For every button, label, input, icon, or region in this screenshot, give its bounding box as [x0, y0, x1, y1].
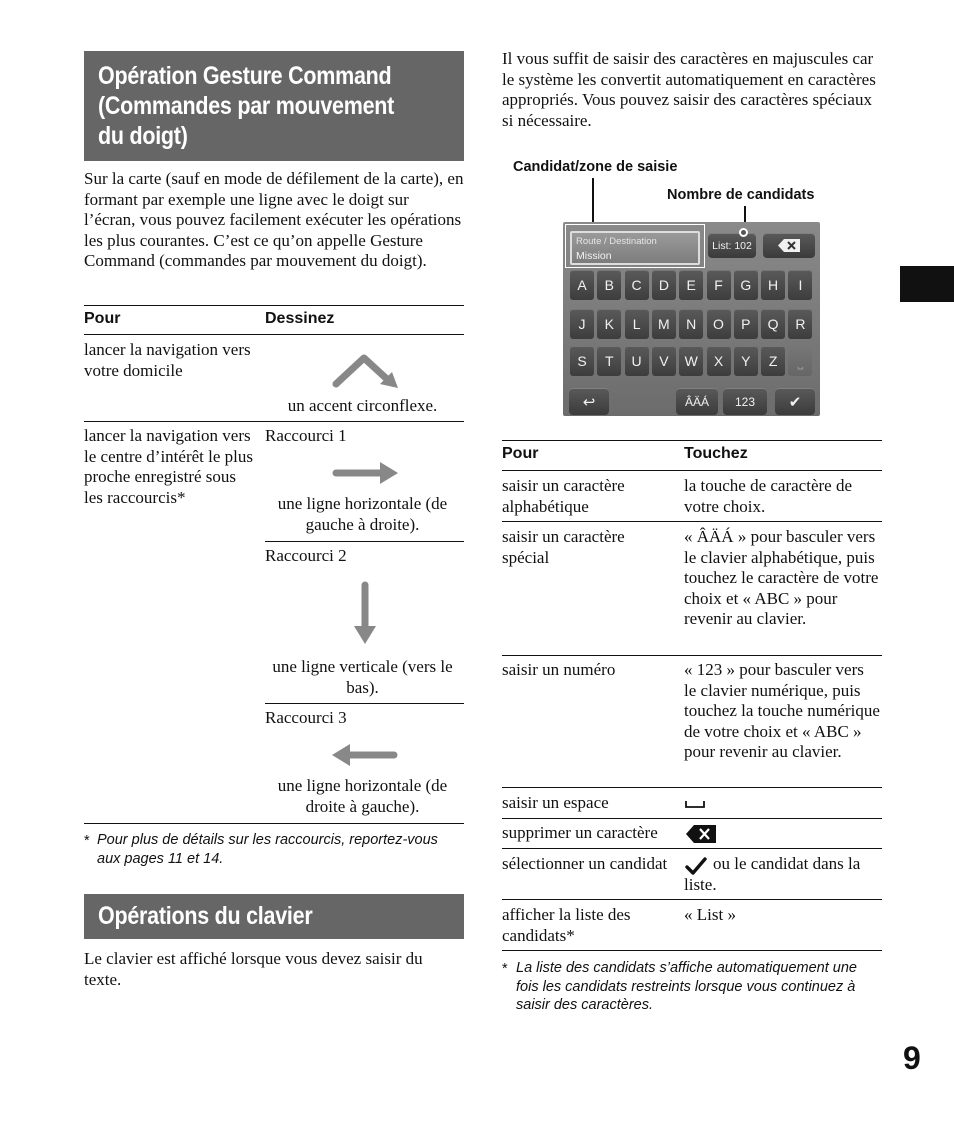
- keys-table-bottom-rule: [502, 950, 882, 951]
- r3-touch: « 123 » pour basculer vers le clavier numérique, puis touchez la touche numérique de votre choix et « ABC » pour revenir au clavier.: [684, 660, 880, 761]
- field-line-2: Mission: [576, 250, 612, 262]
- row-shortcut-pour: lancer la navigation vers le centre d’intérêt le plus proche enregistré sous les raccourcis*: [84, 426, 253, 507]
- key-s[interactable]: S: [570, 346, 594, 376]
- caret-gesture-icon: [330, 350, 402, 392]
- key-w[interactable]: W: [679, 346, 703, 376]
- key-x[interactable]: X: [707, 346, 731, 376]
- row-home-pour: lancer la navigation vers votre domicile: [84, 340, 251, 380]
- row-rule-1: [84, 421, 464, 422]
- row-home-caption: un accent circonflexe.: [287, 396, 438, 415]
- keys-rule-5: [502, 848, 882, 849]
- arrow-left-gesture-icon: [328, 740, 400, 770]
- key-h[interactable]: H: [761, 270, 785, 300]
- key-g[interactable]: G: [734, 270, 758, 300]
- shortcut3-label: Raccourci 3: [265, 708, 347, 727]
- key-e[interactable]: E: [679, 270, 703, 300]
- key-z[interactable]: Z: [761, 346, 785, 376]
- key-m[interactable]: M: [652, 309, 676, 339]
- right-intro: Il vous suffit de saisir des caractères en majuscules car le système les convertit automatiquement en caractères appropriés. Vous pouvez saisir des caractères spéciaux si nécessaire.: [502, 49, 876, 130]
- candidate-count-dot: [739, 228, 748, 237]
- r7-pour: afficher la liste des candidats*: [502, 905, 631, 945]
- col-header-pour: Pour: [84, 310, 121, 327]
- shortcut1-label: Raccourci 1: [265, 426, 347, 445]
- r6-touch-text: ou le candidat dans la liste.: [684, 854, 861, 894]
- table-bottom-rule: [84, 823, 464, 824]
- key-d[interactable]: D: [652, 270, 676, 300]
- list-button[interactable]: List: 102: [708, 233, 756, 258]
- keyboard-intro: Le clavier est affiché lorsque vous devez saisir du texte.: [84, 949, 423, 989]
- field-line-1: Route / Destination: [576, 236, 657, 247]
- r2-pour: saisir un caractère spécial: [502, 527, 625, 567]
- table-top-rule: [84, 305, 464, 306]
- keys-header-rule: [502, 470, 882, 471]
- r2-touch: « ÂÄÁ » pour basculer vers le clavier alphabétique, puis touchez le caractère de votre choix et « ABC » pour revenir au clavier.: [684, 527, 879, 628]
- gesture-intro: Sur la carte (sauf en mode de défilement de la carte), en formant par exemple une ligne avec le doigt sur l’écran, vous pouvez facilement exécuter les opérations les plus courantes. C’est ce qu’on appelle Gesture Command (commandes par mouvement du doigt).: [84, 169, 464, 270]
- shortcut2-label: Raccourci 2: [265, 546, 347, 565]
- key-l[interactable]: L: [625, 309, 649, 339]
- keys-rule-1: [502, 521, 882, 522]
- space-key[interactable]: ⎵: [788, 346, 812, 376]
- arrow-down-gesture-icon: [350, 580, 380, 648]
- shortcut3-caption: une ligne horizontale (de droite à gauche).: [277, 776, 448, 816]
- heading-line-2: (Commandes par mouvement: [98, 92, 395, 120]
- footnote-shortcuts: Pour plus de détails sur les raccourcis, reportez-vous aux pages 11 et 14.: [97, 832, 438, 867]
- ok-key[interactable]: [775, 388, 815, 415]
- chapter-tab-marker: [900, 266, 954, 302]
- r3-pour: saisir un numéro: [502, 660, 616, 679]
- keys-rule-2: [502, 655, 882, 656]
- keys-rule-4: [502, 818, 882, 819]
- key-q[interactable]: Q: [761, 309, 785, 339]
- shortcut1-caption: une ligne horizontale (de gauche à droite).: [277, 494, 448, 534]
- delete-key[interactable]: [763, 233, 815, 258]
- arrow-right-gesture-icon: [330, 458, 402, 488]
- keys-col-touchez: Touchez: [684, 445, 748, 462]
- key-j[interactable]: J: [570, 309, 594, 339]
- key-i[interactable]: I: [788, 270, 812, 300]
- section-heading-gesture: [84, 51, 464, 161]
- key-f[interactable]: F: [707, 270, 731, 300]
- return-icon: ↩: [582, 393, 596, 411]
- key-y[interactable]: Y: [734, 346, 758, 376]
- keys-table-top-rule: [502, 440, 882, 441]
- key-c[interactable]: C: [625, 270, 649, 300]
- col-header-dessinez: Dessinez: [265, 310, 335, 327]
- check-icon: ✔: [788, 393, 802, 411]
- r1-pour: saisir un caractère alphabétique: [502, 476, 625, 516]
- key-p[interactable]: P: [734, 309, 758, 339]
- r7-touch: « List »: [684, 905, 736, 924]
- key-b[interactable]: B: [597, 270, 621, 300]
- space-key-icon: [685, 799, 705, 809]
- heading-line-1: Opération Gesture Command: [98, 62, 392, 90]
- section-heading-keyboard: [84, 894, 464, 939]
- row-rule-3: [265, 703, 464, 704]
- heading-line-3: du doigt): [98, 122, 188, 150]
- heading-keyboard-text: Opérations du clavier: [98, 902, 313, 930]
- row-rule-2: [265, 541, 464, 542]
- key-k[interactable]: K: [597, 309, 621, 339]
- leader-line-candidate: [592, 178, 594, 222]
- keys-rule-6: [502, 899, 882, 900]
- r6-touch: [684, 854, 880, 895]
- key-u[interactable]: U: [625, 346, 649, 376]
- keys-rule-3: [502, 787, 882, 788]
- candidate-zone-highlight: [565, 224, 705, 268]
- backspace-icon: [686, 825, 716, 843]
- label-candidate-count: Nombre de candidats: [667, 187, 815, 203]
- backspace-icon: [778, 239, 800, 252]
- footnote-mark-left: *: [84, 833, 90, 849]
- keys-col-pour: Pour: [502, 445, 539, 462]
- footnote-mark-right: *: [502, 961, 508, 977]
- label-candidate-zone: Candidat/zone de saisie: [513, 159, 678, 175]
- key-t[interactable]: T: [597, 346, 621, 376]
- accent-key[interactable]: ÂÄÁ: [676, 388, 718, 415]
- r4-pour: saisir un espace: [502, 793, 609, 812]
- key-r[interactable]: R: [788, 309, 812, 339]
- r6-pour: sélectionner un candidat: [502, 854, 668, 873]
- table-header-rule: [84, 334, 464, 335]
- r5-pour: supprimer un caractère: [502, 823, 658, 842]
- numeric-key[interactable]: 123: [723, 388, 767, 415]
- key-o[interactable]: O: [707, 309, 731, 339]
- shortcut2-caption: une ligne verticale (vers le bas).: [272, 657, 453, 697]
- key-a[interactable]: A: [570, 270, 594, 300]
- page-number: 9: [903, 1040, 921, 1076]
- r1-touch: la touche de caractère de votre choix.: [684, 476, 852, 516]
- key-n[interactable]: N: [679, 309, 703, 339]
- footnote-list: La liste des candidats s’affiche automatiquement une fois les candidats restreints lorsque vous continuez à saisir des caractères.: [516, 960, 857, 1013]
- back-key[interactable]: [569, 388, 609, 415]
- key-v[interactable]: V: [652, 346, 676, 376]
